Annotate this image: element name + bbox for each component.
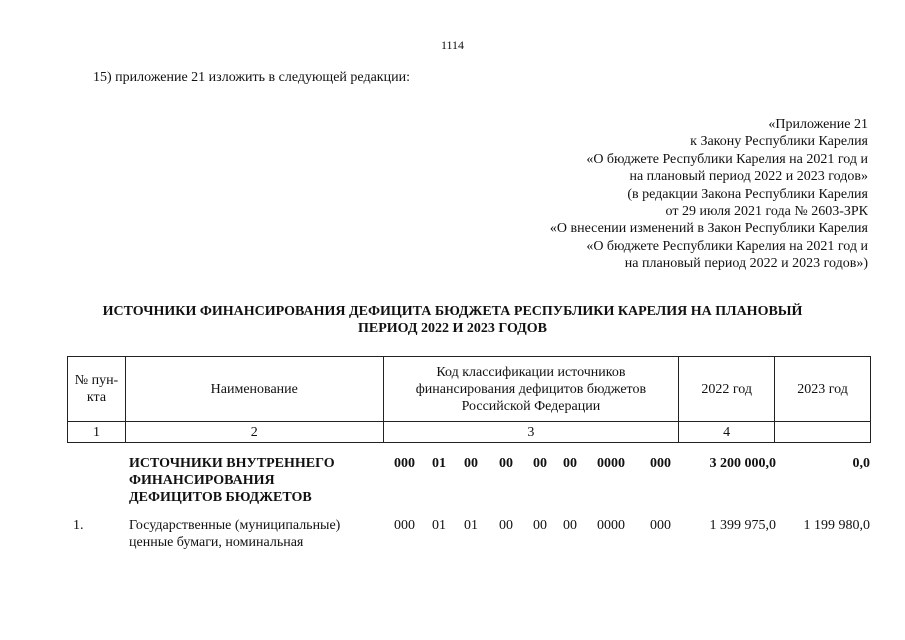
code-part: 00 <box>533 518 547 533</box>
document-title <box>60 303 845 337</box>
col-number: 1 <box>68 422 126 443</box>
appendix-line: «О бюджете Республики Карелия на 2021 год и <box>586 238 868 254</box>
col-number: 2 <box>125 422 383 443</box>
code-part: 000 <box>394 456 415 471</box>
header-name: Наименование <box>125 357 383 422</box>
amendment-instruction: 15) приложение 21 изложить в следующей редакции: <box>93 70 410 85</box>
appendix-line: от 29 июля 2021 года № 2603-ЗРК <box>665 204 868 220</box>
row-number: 1. <box>73 518 84 533</box>
code-part: 0000 <box>597 456 625 471</box>
appendix-line: (в редакции Закона Республики Карелия <box>627 186 868 202</box>
appendix-line: «О бюджете Республики Карелия на 2021 год и <box>586 151 868 167</box>
code-part: 00 <box>563 456 577 471</box>
code-part: 000 <box>650 518 671 533</box>
header-num: № пун- кта <box>68 357 126 422</box>
value-2022: 1 399 975,0 <box>709 518 776 533</box>
title-line: ПЕРИОД 2022 И 2023 ГОДОВ <box>358 321 547 336</box>
header-code: Код классификации источников финансирования дефицитов бюджетов Российской Федерации <box>383 357 679 422</box>
page-number: 1114 <box>440 38 465 52</box>
header-2022: 2022 год <box>679 357 775 422</box>
col-number: 4 <box>679 422 775 443</box>
table-header <box>67 356 871 443</box>
value-2023: 0,0 <box>852 456 870 471</box>
code-part: 00 <box>533 456 547 471</box>
appendix-line: «Приложение 21 <box>768 117 868 132</box>
col-number <box>775 422 871 443</box>
appendix-line: к Закону Республики Карелия <box>690 134 868 150</box>
col-number: 3 <box>383 422 679 443</box>
row-name: ИСТОЧНИКИ ВНУТРЕННЕГО ФИНАНСИРОВАНИЯ ДЕФИЦИТОВ БЮДЖЕТОВ <box>129 456 335 505</box>
code-part: 01 <box>432 518 446 533</box>
code-part: 01 <box>432 456 446 471</box>
value-2022: 3 200 000,0 <box>709 456 776 471</box>
appendix-header <box>550 116 868 273</box>
header-2023: 2023 год <box>775 357 871 422</box>
title-line: ИСТОЧНИКИ ФИНАНСИРОВАНИЯ ДЕФИЦИТА БЮДЖЕТА РЕСПУБЛИКИ КАРЕЛИЯ НА ПЛАНОВЫЙ <box>102 304 803 319</box>
row-name: Государственные (муниципальные) ценные бумаги, номинальная <box>129 518 341 550</box>
code-part: 01 <box>464 518 478 533</box>
code-part: 000 <box>650 456 671 471</box>
code-part: 000 <box>394 518 415 533</box>
appendix-line: «О внесении изменений в Закон Республики Карелия <box>549 221 868 237</box>
code-part: 0000 <box>597 518 625 533</box>
appendix-line: на плановый период 2022 и 2023 годов») <box>624 256 868 272</box>
value-2023: 1 199 980,0 <box>803 518 870 533</box>
code-part: 00 <box>563 518 577 533</box>
header-row <box>68 357 871 422</box>
code-part: 00 <box>464 456 478 471</box>
column-number-row <box>68 422 871 443</box>
code-part: 00 <box>499 456 513 471</box>
appendix-line: на плановый период 2022 и 2023 годов» <box>629 169 868 185</box>
code-part: 00 <box>499 518 513 533</box>
